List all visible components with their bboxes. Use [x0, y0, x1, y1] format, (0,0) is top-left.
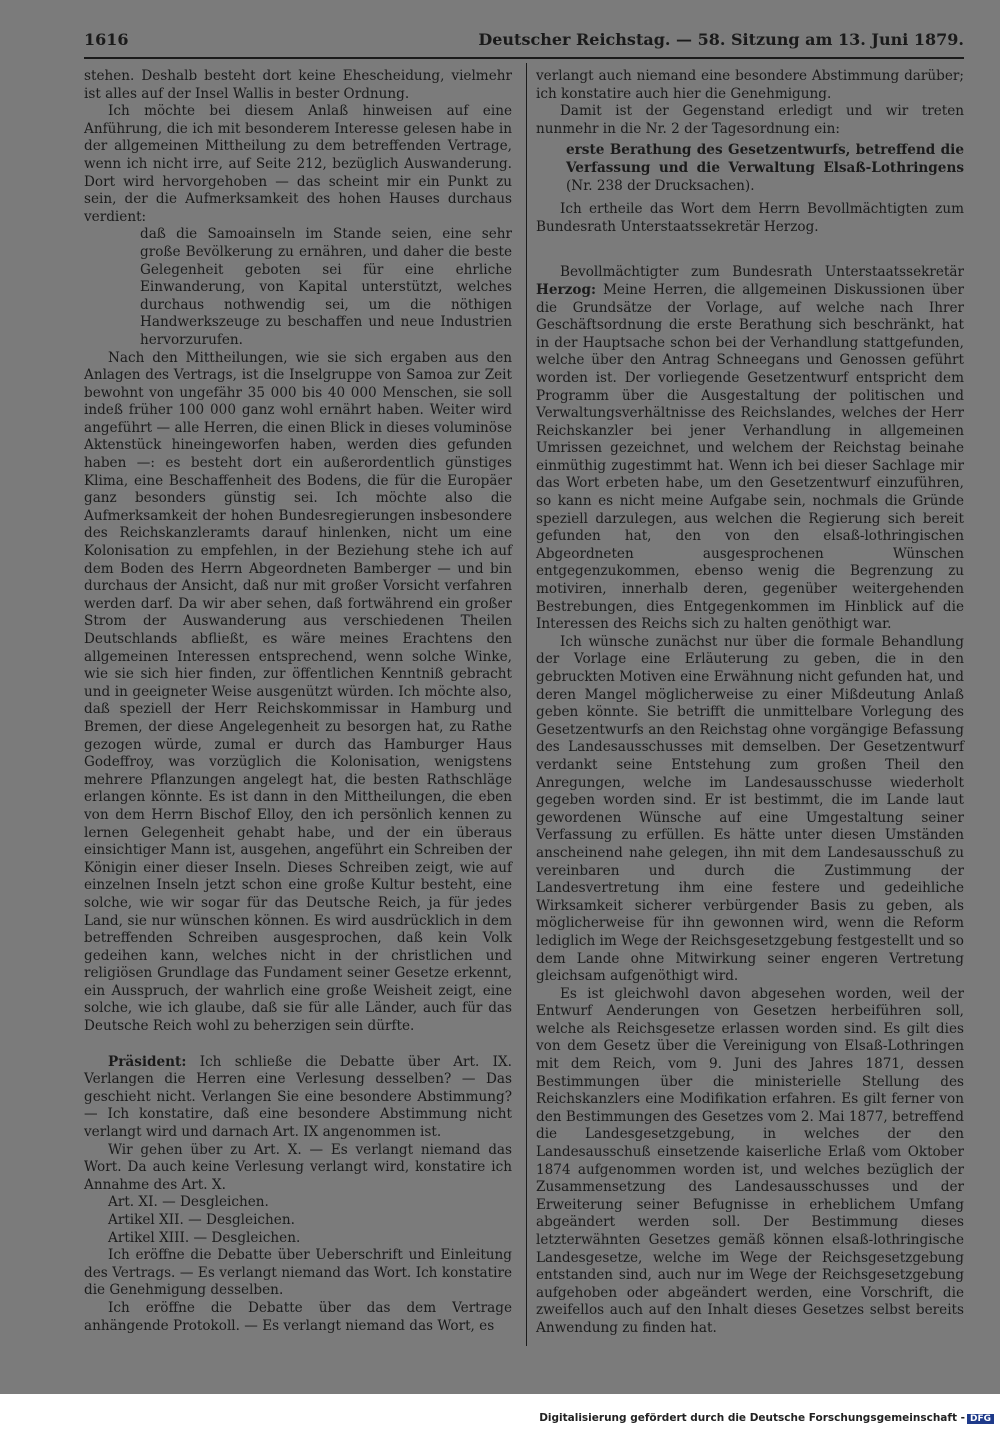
paragraph: Damit ist der Gegenstand erledigt und wir treten nunmehr in die Nr. 2 der Tagesordnung ein: [536, 103, 964, 137]
footer-credit: Digitalisierung gefördert durch die Deutsche Forschungsgemeinschaft - DFG [539, 1412, 994, 1424]
speaker-name: Präsident: [108, 1053, 187, 1070]
running-title: Deutscher Reichstag. — 58. Sitzung am 13. Juni 1879. [478, 30, 964, 49]
paragraph: stehen. Deshalb besteht dort keine Ehescheidung, vielmehr ist alles auf der Insel Wallis in bester Ordnung. [84, 68, 512, 102]
page-number: 1616 [84, 30, 129, 49]
header-rule [84, 57, 964, 59]
paragraph: Ich wünsche zunächst nur über die formale Behandlung der Vorlage eine Erläuterung zu geben, die in den gebruckten Motiven eine Erwähnung nicht gefunden hat, und deren Mangel möglicherweise zu einer Mißdeutung Anlaß geben könnte. Sie betrifft die unmittelbare Vorlegung des Gesetzentwurfs an den Reichstag ohne vorgängige Befassung des Landesausschusses mit demselben. Der Gesetzentwurf verdankt seine Entstehung zum großen Theil den Anregungen, welche im Landesausschusse wiederholt gegeben worden sind. Er ist bestimmt, die im Lande laut gewordenen Wünsche auf eine Umgestaltung seiner Verfassung zu erfüllen. Es hätte unter diesen Umständen anscheinend nahe gelegen, ihn mit dem Landesausschuß zu vereinbaren und durch die Zustimmung der Landesvertretung ihm eine festere und gedeihliche Wirksamkeit sicherer verbürgender Basis zu geben, als möglicherweise für ihn gewonnen wird, wenn die Reform lediglich im Wege der Reichsgesetzgebung festgestellt und so dem Lande ohne Mitwirkung seiner engeren Vertretung gleichsam aufgenöthigt wird. [536, 633, 964, 985]
paragraph: Nach den Mittheilungen, wie sie sich ergaben aus den Anlagen des Vertrags, ist die Inselgruppe von Samoa zur Zeit bewohnt von ungefähr 35 000 bis 40 000 Menschen, sie soll indeß früher 100 000 ganz wohl ernährt haben. Weiter wird angeführt — alle Herren, die einen Blick in dieses voluminöse Aktenstück hineingeworfen haben, werden dies gefunden haben —: es besteht dort ein außerordentlich günstiges Klima, eine Beschaffenheit des Bodens, die für die Europäer ganz besonders günstig sei. Ich möchte also die Aufmerksamkeit der hohen Bundesregierungen insbesondere des Reichskanzleramts darauf hinlenken, nicht um eine Kolonisation zu empfehlen, in der Beziehung stehe ich auf dem Boden des Herrn Abgeordneten Bamberger — und bin durchaus der Ansicht, daß nur mit großer Vorsicht verfahren werden darf. Da wir aber sehen, daß fortwährend ein großer Strom der Auswanderung aus verschiedenen Theilen Deutschlands abfließt, es wäre meines Erachtens den allgemeinen Interessen entsprechend, wenn solche Winke, wie sie sich hier finden, zur öffentlichen Kenntniß gebracht und in geeigneter Weise ausgenützt würden. Ich möchte also, daß speziell der Herr Reichskommissar in Hamburg und Bremen, der diese Angelegenheit zu besorgen hat, zu Rathe gezogen würde, zumal er durch das Hamburger Haus Godeffroy, was vorzüglich die Kolonisation, wenigstens mehrere Pflanzungen angelegt hat, die besten Rathschläge erlangen könnte. Es ist dann in den Mittheilungen, die eben von dem Herrn Bischof Elloy, den ich persönlich kennen zu lernen Gelegenheit gehabt habe, und der ein überaus einsichtiger Mann ist, ausgehen, angeführt ein Schreiben der Königin einer dieser Inseln. Dieses Schreiben zeigt, wie auf einzelnen Inseln jetzt schon eine große Kultur besteht, eine solche, wie wir sogar für das Deutsche Reich, ja für jedes Land, sie nur wünschen können. Es wird ausdrücklich in dem betreffenden Schreiben ausgesprochen, daß kein Volk gedeihen kann, welches nicht in der christlichen und religiösen Grundlage das Fundament seiner Gesetze erkennt, ein Ausspruch, der wahrlich eine große Weisheit zeigt, eine solche, wie ich glaube, daß sie für alle Länder, auch für das Deutsche Reich wohl zu beherzigen sein dürfte. [84, 349, 512, 1035]
page-header [84, 30, 964, 54]
list-item: Artikel XII. — Desgleichen. [108, 1212, 295, 1228]
paragraph: Ich eröffne die Debatte über Ueberschrift und Einleitung des Vertrags. — Es verlangt niemand das Wort. Ich konstatire die Genehmigung desselben. [84, 1247, 512, 1299]
paragraph: Ich eröffne die Debatte über das dem Vertrage anhängende Protokoll. — Es verlangt niemand das Wort, es [84, 1299, 512, 1334]
left-column [84, 68, 512, 1335]
paragraph: Präsident: Ich schließe die Debatte über Art. IX. Verlangen die Herren eine Verlesung desselben? — Das geschieht nicht. Verlangen Sie eine besondere Abstimmung? — Ich konstatire, daß eine besondere Abstimmung nicht verlangt wird und darnach Art. IX angenommen ist. [84, 1053, 513, 1141]
paragraph: verlangt auch niemand eine besondere Abstimmung darüber; ich konstatire auch hier die Genehmigung. [536, 68, 964, 102]
paragraph: Wir gehen über zu Art. X. — Es verlangt niemand das Wort. Da auch keine Verlesung verlangt wird, konstatire ich Annahme des Art. X. [84, 1141, 512, 1193]
speaker-name: Herzog: [536, 281, 596, 298]
list-item: Art. XI. — Desgleichen. [108, 1194, 269, 1211]
agenda-topic: erste Berathung des Gesetzentwurfs, betreffend die Verfassung und die Verwaltung Elsaß-Lothringens (Nr. 238 der Drucksachen). [566, 142, 964, 194]
block-quote: daß die Samoainseln im Stande seien, eine sehr große Bevölkerung zu ernähren, und daher die beste Gelegenheit geboten sei für eine ehrliche Einwanderung, von Kapital unterstützt, welches durchaus nothwendig sei, um die nöthigen Handwerkszeuge zu beschaffen und neue Industrien hervorzurufen. [140, 226, 512, 348]
dfg-logo-icon: DFG [967, 1414, 994, 1424]
paragraph: Es ist gleichwohl davon abgesehen worden, weil der Entwurf Aenderungen von Gesetzen herbeiführen soll, welche als Reichsgesetze erlassen worden sind. Es gilt dies von dem Gesetz über die Vereinigung von Elsaß-Lothringen mit dem Reich, vom 9. Juni des Jahres 1871, dessen Bestimmungen über die ministerielle Stellung des Reichskanzlers eine Modifikation erfahren. Es gilt ferner von den Bestimmungen des Gesetzes vom 2. Mai 1877, betreffend die Landesgesetzgebung, in welches der den Landesausschuß einsetzende kaiserliche Erlaß vom Oktober 1874 aufgenommen worden ist, und welches bezüglich der Zusammensetzung des Landesausschusses und der Erweiterung seiner Befugnisse in erheblichem Umfang abgeändert werden soll. Der Bestimmung dieses letzterwähnten Gesetzes gemäß können elsaß-lothringische Landesgesetze, welche im Wege der Reichsgesetzgebung entstanden sind, auch nur im Wege der Reichsgesetzgebung aufgehoben oder abgeändert werden, eine Vorschrift, die zweifellos auch auf den Inhalt dieses Gesetzes selbst bereits Anwendung zu finden hat. [536, 985, 964, 1336]
column-divider [526, 63, 527, 1346]
list-item: Artikel XIII. — Desgleichen. [108, 1229, 301, 1246]
paragraph: Bevollmächtigter zum Bundesrath Unterstaatssekretär Herzog: Meine Herren, die allgemeinen Diskussionen über die Grundsätze der Vorlage, auf welche nach Ihrer Geschäftsordnung die erste Berathung sich beschränkt, hat in der Hauptsache schon bei der Verhandlung stattgefunden, welche über den Antrag Schneegans und Genossen geführt worden ist. Der vorliegende Gesetzentwurf entspricht dem Programm über die Ausgestaltung der politischen und Verwaltungsverhältnisse des Reichslandes, welches der Herr Reichskanzler bei jener Verhandlung in allgemeinen Umrissen gezeichnet, und welchem der Reichstag beinahe einmüthig zugestimmt hat. Wenn ich bei dieser Sachlage mir das Wort erbeten habe, um den Gesetzentwurf einzuführen, so kann es nicht meine Aufgabe sein, nochmals die Gründe speziell darzulegen, aus welchen die Regierung sich bereit gefunden hat, den von den elsaß-lothringischen Abgeordneten ausgesprochenen Wünschen entgegenzukommen, ebenso wenig die Begrenzung zu motiviren, innerhalb deren, gegenüber weitergehenden Bestrebungen, dies Entgegenkommen im Hinblick auf die Interessen des Reichs sich zu halten genöthigt war. [536, 264, 964, 633]
paragraph: Ich möchte bei diesem Anlaß hinweisen auf eine Anführung, die ich mit besonderem Interesse gelesen habe in der allgemeinen Mittheilung zu dem betreffenden Vertrage, wenn ich nicht irre, auf Seite 212, bezüglich Auswanderung. Dort wird hervorgehoben — das scheint mir ein Punkt zu sein, der die Aufmerksamkeit des hohen Hauses durchaus verdient: [84, 103, 512, 225]
paragraph: Ich ertheile das Wort dem Herrn Bevollmächtigten zum Bundesrath Unterstaatssekretär Herzog. [536, 201, 964, 235]
right-column [536, 68, 964, 1338]
